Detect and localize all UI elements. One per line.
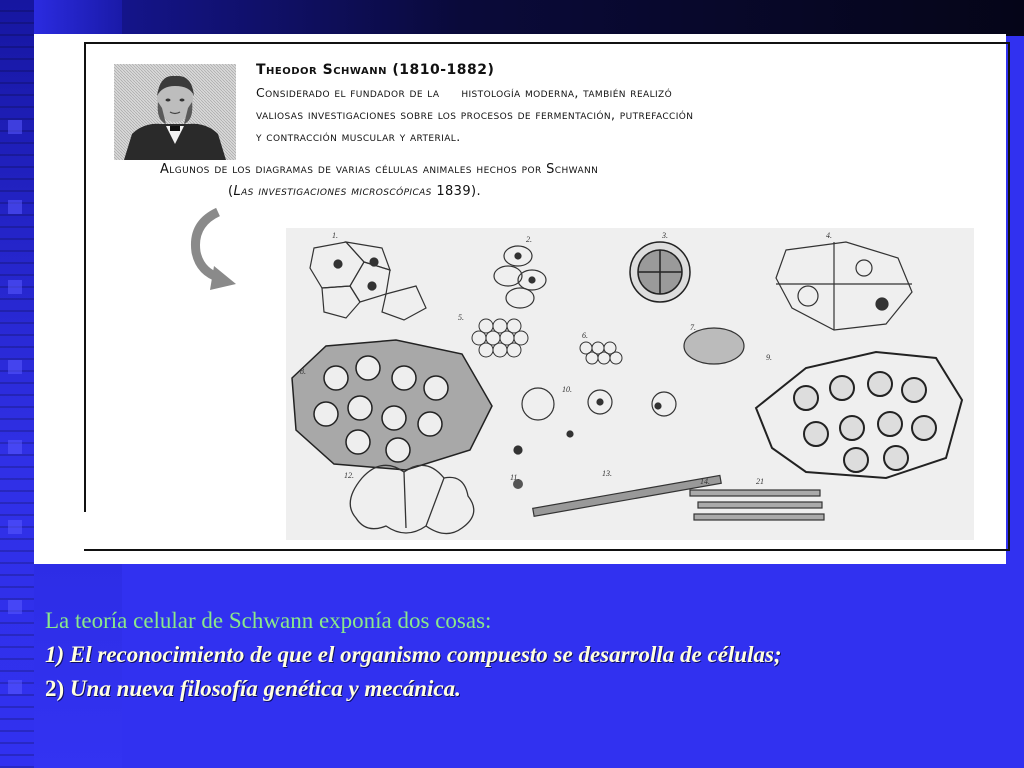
- figure-label: 5.: [458, 313, 464, 322]
- figure-label: 3.: [662, 231, 668, 240]
- schwann-portrait: [114, 64, 236, 160]
- figure-label: 7.: [690, 323, 696, 332]
- figure-label: 13.: [602, 469, 612, 478]
- figure-label: 10.: [562, 385, 572, 394]
- figure-label: 9.: [766, 353, 772, 362]
- left-decorative-strip: [0, 0, 34, 768]
- description-line: y contracción muscular y arterial.: [256, 129, 461, 144]
- body-intro: La teoría celular de Schwann exponía dos cosas:: [45, 608, 492, 633]
- description-line: valiosas investigaciones sobre los procesos de fermentación, putrefacción: [256, 107, 694, 122]
- figure-label: 12.: [344, 471, 354, 480]
- body-point-1: 1) El reconocimiento de que el organismo compuesto se desarrolla de células;: [45, 642, 782, 667]
- point-2-number: 2): [45, 676, 65, 701]
- strip-square: [8, 360, 22, 374]
- point-2-text: Una nueva filosofía genética y mecánica.: [64, 676, 461, 701]
- diagram-caption: Algunos de los diagramas de varias células animales hechos por Schwann: [160, 162, 599, 177]
- slide-body: [45, 604, 1005, 706]
- strip-square: [8, 200, 22, 214]
- figure-label: 1.: [332, 231, 338, 240]
- figure-label: 14.: [700, 477, 710, 486]
- strip-square: [8, 600, 22, 614]
- figure-label: 21: [756, 477, 764, 486]
- figure-label: 4.: [826, 231, 832, 240]
- strip-square: [8, 680, 22, 694]
- corner-block: [34, 0, 122, 36]
- source-year: 1839).: [431, 184, 482, 199]
- strip-square: [8, 520, 22, 534]
- cell-diagrams-figure: [286, 228, 974, 540]
- scanned-page-image: [34, 34, 1006, 564]
- page-frame-left: [84, 42, 86, 512]
- figure-label: 2.: [526, 235, 532, 244]
- scientist-heading: Theodor Schwann (1810-1882): [256, 62, 495, 78]
- curved-arrow-icon: [184, 204, 254, 294]
- figure-label: 6.: [582, 331, 588, 340]
- description-line: Considerado el fundador de la histología moderna, también realizó: [256, 85, 673, 100]
- figure-label: 11.: [510, 473, 520, 482]
- strip-square: [8, 120, 22, 134]
- source-title: Las investigaciones microscópicas: [233, 184, 432, 199]
- diagram-source: [228, 184, 748, 199]
- strip-square: [8, 440, 22, 454]
- scientist-description: [256, 82, 936, 148]
- figure-label: 8.: [300, 367, 306, 376]
- top-dark-band: [0, 0, 1024, 36]
- body-point-2: [45, 672, 1005, 706]
- paren-open: (: [228, 184, 234, 199]
- strip-square: [8, 280, 22, 294]
